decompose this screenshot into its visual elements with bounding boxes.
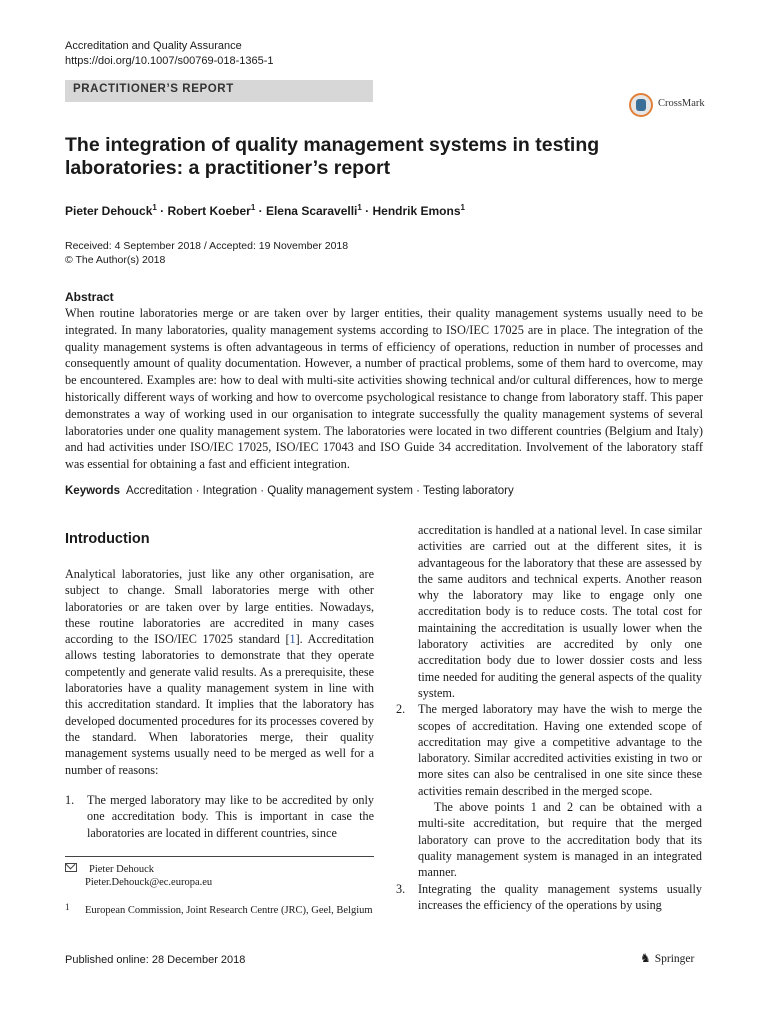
contact-email[interactable]: Pieter.Dehouck@ec.europa.eu (85, 877, 213, 888)
reference-link[interactable]: 1 (289, 632, 296, 647)
list-item-text: The merged laboratory may have the wish to merge the scopes of accreditation. Having one extended scope of accreditation may give a competitive advantage to the laboratory. Similar accredited activities existing in two or more sites can also be centralised in one site since these activities remain described in the merged scope. (418, 702, 702, 798)
article-type-bar (65, 80, 373, 102)
footnote-divider (65, 856, 374, 857)
published-online-date: Published online: 28 December 2018 (65, 954, 246, 966)
crossmark-label: CrossMark (658, 98, 705, 109)
paragraph-text: ]. Accreditation allows testing laboratories to demonstrate that they operate competently and generate valid results. As a prerequisite, these laboratories have a quality management system in line with this accreditation standard. It implies that the laboratory has developed documented procedures for its processes covered by the standard. When laboratories merge, their quality management systems usually need to be merged as well for a number of reasons: (65, 632, 374, 777)
paragraph-text: Analytical laboratories, just like any other organisation, are subject to change. Small laboratories merge with other laboratories or are taken over by large entities. Nowadays, these routine laboratories are accredited in many cases according to the ISO/IEC 17025 standard [ (65, 567, 374, 647)
contact-name: Pieter Dehouck (89, 864, 155, 875)
received-accepted-dates: Received: 4 September 2018 / Accepted: 19 November 2018 (65, 240, 349, 252)
article-type-label: PRACTITIONER’S REPORT (73, 83, 234, 95)
springer-horse-icon: ♞ (640, 951, 651, 965)
crossmark-badge[interactable] (629, 93, 729, 121)
author-separator: · (255, 204, 266, 218)
author-name: Robert Koeber (167, 204, 251, 218)
affiliation-number: 1 (65, 902, 70, 912)
list-item-text: The merged laboratory may like to be accredited by only one accreditation body. This is important in case the laboratories are located in different countries, since (87, 793, 374, 840)
author-name: Hendrik Emons (372, 204, 461, 218)
author-name: Pieter Dehouck (65, 204, 153, 218)
list-item (396, 881, 702, 914)
introduction-heading: Introduction (65, 531, 150, 547)
list-number: 3. (396, 881, 406, 896)
list-item-followup: The above points 1 and 2 can be obtained with a multi-site accreditation, but require that the merged laboratory can prove to the accreditation body that its quality management system is managed in an integrated manner. (418, 800, 702, 880)
author-affiliation-mark: 1 (460, 203, 465, 212)
envelope-icon (65, 863, 77, 872)
list-number: 2. (396, 702, 406, 717)
doi-link[interactable]: https://doi.org/10.1007/s00769-018-1365-1 (65, 55, 274, 67)
list-item-continuation: accreditation is handled at a national level. In case similar activities are carried out at the different sites, it is advantageous for the laboratory that these are assessed by the same auditors and technical experts. Another reason why the laboratory may like to engage only one accreditation body is to reduce costs. The total cost for maintaining the accreditation is usually lower when the laboratory activities are accredited by only one accreditation body due to lower dossier costs and less time needed for auditing the general aspects of the quality system. (418, 523, 702, 700)
publisher-name: Springer (654, 953, 695, 965)
abstract-text: When routine laboratories merge or are taken over by larger entities, their quality management systems usually need to be integrated. In many laboratories, quality management systems according to ISO/IEC 17025 are in place. The integration of the quality management systems is often advantageous in terms of efficiency of operations, reduction in number of processes and consequently amount of quality documentation. However, a number of practical problems, some of them hard to overcome, may be encountered. Examples are: how to deal with multi-site activities showing technical and/or cultural differences, how to merge historically different ways of working and how to overcome psychological resistance to change from laboratory staff. This paper demonstrates a way of working used in our organisation to integrate successfully the quality management systems of several laboratories under one quality management system. The laboratories were located in two different countries (Belgium and Italy) and had activities under ISO/IEC 17025, ISO/IEC 17043 and ISO Guide 34 accreditation. Involvement of the laboratory staff was essential for obtaining a fast and efficient integration. (65, 306, 703, 472)
keywords-line (65, 485, 514, 497)
author-affiliation-mark: 1 (152, 203, 157, 212)
introduction-paragraph (65, 566, 374, 778)
keywords-text: Accreditation · Integration · Quality management system · Testing laboratory (125, 485, 514, 497)
author-separator: · (361, 204, 373, 218)
article-title: The integration of quality management systems in testing laboratories: a practitioner’s report (65, 134, 600, 179)
author-affiliation-mark: 1 (250, 203, 256, 212)
publisher-logo (640, 951, 694, 966)
affiliation-text: European Commission, Joint Research Centre (JRC), Geel, Belgium (85, 905, 373, 916)
author-list (65, 203, 465, 218)
list-item (396, 701, 702, 799)
keywords-label: Keywords (65, 485, 120, 497)
journal-name: Accreditation and Quality Assurance (65, 40, 242, 52)
corresponding-author (65, 863, 154, 877)
right-column (396, 522, 702, 913)
author-name: Elena Scaravelli (265, 204, 358, 218)
author-affiliation-mark: 1 (357, 203, 362, 212)
crossmark-icon (629, 93, 653, 117)
reason-list-start (65, 792, 374, 841)
list-item (65, 792, 374, 841)
list-item-text: Integrating the quality management systems usually increases the efficiency of the operations by using (418, 881, 702, 912)
abstract-heading: Abstract (65, 290, 114, 304)
list-number: 1. (65, 793, 75, 807)
copyright-line: © The Author(s) 2018 (65, 254, 166, 266)
author-separator: · (156, 204, 168, 218)
